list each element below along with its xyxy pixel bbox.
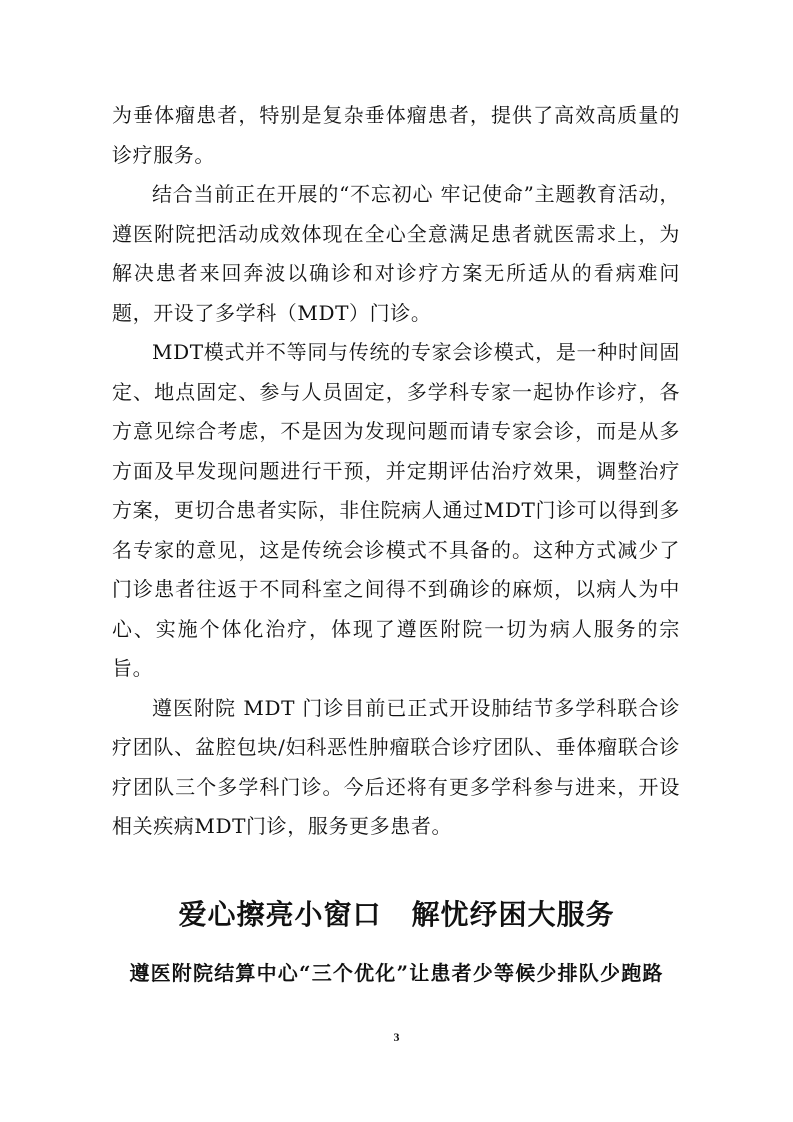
article-subtitle: 遵医附院结算中心“三个优化”让患者少等候少排队少跑路 [129, 961, 664, 985]
article-title-part1: 爱心擦亮小窗口 [178, 898, 382, 931]
article-title [0, 893, 793, 933]
article-body [112, 96, 680, 847]
paragraph-4: 遵医附院 MDT 门诊目前已正式开设肺结节多学科联合诊疗团队、盆腔包块/妇科恶性肿瘤联合诊疗团队、垂体瘤联合诊疗团队三个多学科门诊。今后还将有更多学科参与进来，开设相关疾病MDT门诊，服务更多患者。 [112, 695, 680, 838]
article-title-part2: 解忧纾困大服务 [411, 898, 615, 931]
paragraph-1: 为垂体瘤患者，特别是复杂垂体瘤患者，提供了高效高质量的诊疗服务。 [112, 103, 680, 167]
page-number: 3 [393, 1030, 400, 1044]
paragraph-3: MDT模式并不等同与传统的专家会诊模式，是一种时间固定、地点固定、参与人员固定，多学科专家一起协作诊疗，各方意见综合考虑，不是因为发现问题而请专家会诊，而是从多方面及早发现问题进行干预，并定期评估治疗效果，调整治疗方案，更切合患者实际，非住院病人通过MDT门诊可以得到多名专家的意见，这是传统会诊模式不具备的。这种方式减少了门诊患者往返于不同科室之间得不到确诊的麻烦，以病人为中心、实施个体化治疗，体现了遵医附院一切为病人服务的宗旨。 [112, 340, 680, 680]
paragraph-2: 结合当前正在开展的“不忘初心 牢记使命”主题教育活动，遵医附院把活动成效体现在全心全意满足患者就医需求上，为解决患者来回奔波以确诊和对诊疗方案无所适从的看病难问题，开设了多学科（MDT）门诊。 [112, 182, 680, 325]
